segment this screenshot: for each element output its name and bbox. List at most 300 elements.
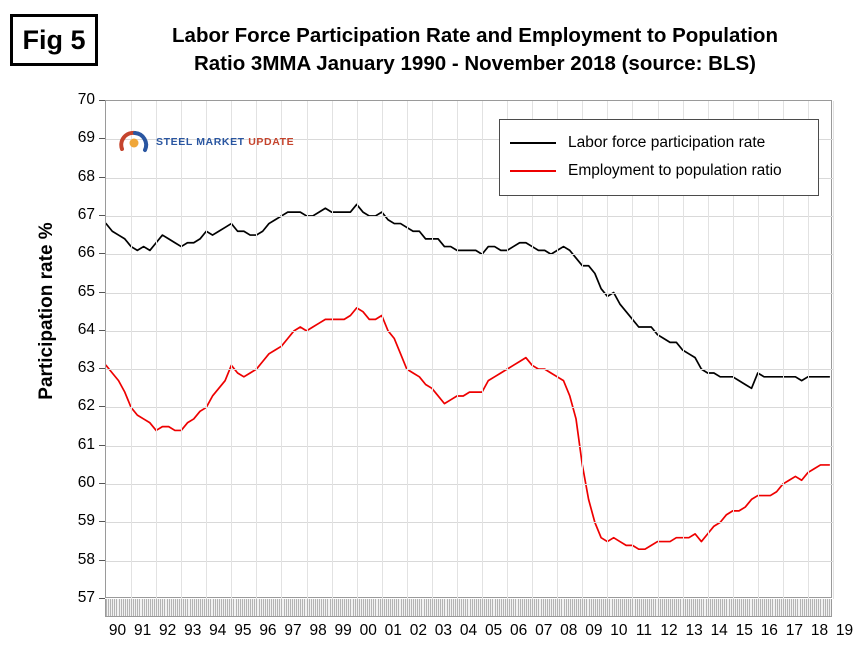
x-minor-tick	[612, 599, 613, 617]
x-minor-tick	[269, 599, 270, 617]
x-minor-tick	[829, 599, 830, 617]
gridline-vertical	[256, 101, 257, 599]
x-minor-tick	[148, 599, 149, 617]
gridline-vertical	[281, 101, 282, 599]
x-tick-label: 11	[635, 622, 653, 639]
x-minor-tick	[192, 599, 193, 617]
x-minor-tick	[338, 599, 339, 617]
x-minor-tick	[787, 599, 788, 617]
x-minor-tick	[486, 599, 487, 617]
x-minor-tick	[503, 599, 504, 617]
x-tick-label: 05	[484, 622, 503, 639]
x-minor-tick	[173, 599, 174, 617]
x-minor-tick	[603, 599, 604, 617]
x-minor-tick	[405, 599, 406, 617]
x-tick-label: 95	[234, 622, 252, 639]
gridline-vertical	[206, 101, 207, 599]
x-minor-tick	[678, 599, 679, 617]
x-minor-tick	[647, 599, 648, 617]
y-tick-mark	[99, 138, 105, 139]
x-minor-tick	[398, 599, 399, 617]
x-minor-tick	[812, 599, 813, 617]
chart-plot	[77, 91, 854, 639]
x-minor-tick	[818, 599, 819, 617]
x-minor-tick	[651, 599, 652, 617]
x-minor-tick	[808, 599, 809, 617]
x-minor-tick	[685, 599, 686, 617]
x-minor-tick	[162, 599, 163, 617]
y-tick-label: 58	[77, 550, 95, 568]
x-minor-tick	[541, 599, 542, 617]
x-minor-tick	[430, 599, 431, 617]
x-minor-tick	[522, 599, 523, 617]
x-minor-tick	[724, 599, 725, 617]
y-tick-mark	[99, 445, 105, 446]
x-minor-tick	[582, 599, 583, 617]
x-minor-tick	[200, 599, 201, 617]
x-minor-tick	[367, 599, 368, 617]
x-minor-tick	[595, 599, 596, 617]
x-minor-tick	[294, 599, 295, 617]
x-minor-tick	[626, 599, 627, 617]
legend-label-series-1: Labor force participation rate	[568, 134, 766, 151]
x-minor-tick	[797, 599, 798, 617]
chart-title	[110, 22, 840, 77]
x-minor-tick	[505, 599, 506, 617]
x-minor-tick	[179, 599, 180, 617]
x-minor-tick	[703, 599, 704, 617]
x-minor-tick	[261, 599, 262, 617]
x-minor-tick	[793, 599, 794, 617]
gridline-horizontal	[106, 293, 833, 294]
x-minor-tick	[432, 599, 433, 617]
x-minor-tick	[298, 599, 299, 617]
x-minor-tick	[355, 599, 356, 617]
y-tick-mark	[99, 560, 105, 561]
x-minor-tick	[213, 599, 214, 617]
y-tick-label: 60	[77, 474, 95, 492]
x-minor-tick	[108, 599, 109, 617]
x-minor-tick	[666, 599, 667, 617]
x-minor-tick	[265, 599, 266, 617]
gridline-horizontal	[106, 484, 833, 485]
x-minor-tick	[490, 599, 491, 617]
gridline-vertical	[131, 101, 132, 599]
x-minor-tick	[743, 599, 744, 617]
x-minor-tick	[547, 599, 548, 617]
x-minor-tick	[313, 599, 314, 617]
x-minor-tick	[292, 599, 293, 617]
x-minor-tick	[609, 599, 610, 617]
x-minor-tick	[311, 599, 312, 617]
x-minor-tick	[747, 599, 748, 617]
x-minor-tick	[250, 599, 251, 617]
x-minor-tick	[390, 599, 391, 617]
x-tick-label: 16	[760, 622, 778, 639]
x-minor-tick	[447, 599, 448, 617]
x-tick-label: 90	[108, 622, 127, 639]
x-minor-tick	[810, 599, 811, 617]
x-minor-tick	[620, 599, 621, 617]
x-minor-tick	[566, 599, 567, 617]
x-minor-tick	[384, 599, 385, 617]
y-tick-mark	[99, 330, 105, 331]
x-minor-tick	[472, 599, 473, 617]
x-minor-tick	[628, 599, 629, 617]
x-minor-tick	[632, 599, 633, 617]
steel-market-update-watermark	[118, 129, 294, 155]
x-minor-tick	[756, 599, 757, 617]
y-tick-label: 68	[77, 167, 95, 185]
gridline-vertical	[833, 101, 834, 599]
x-minor-tick	[194, 599, 195, 617]
x-tick-label: 93	[184, 622, 202, 639]
x-minor-tick	[706, 599, 707, 617]
x-minor-tick	[440, 599, 441, 617]
x-minor-tick	[764, 599, 765, 617]
x-minor-tick	[689, 599, 690, 617]
x-minor-tick	[528, 599, 529, 617]
x-minor-tick	[110, 599, 111, 617]
chart-title-line-1: Labor Force Participation Rate and Employment to Population	[172, 24, 778, 47]
smu-logo-icon	[118, 129, 152, 155]
x-minor-tick	[478, 599, 479, 617]
y-tick-mark	[99, 215, 105, 216]
x-minor-tick	[564, 599, 565, 617]
x-minor-tick	[369, 599, 370, 617]
x-minor-tick	[436, 599, 437, 617]
x-minor-tick	[639, 599, 640, 617]
x-minor-tick	[695, 599, 696, 617]
y-tick-mark	[99, 177, 105, 178]
y-axis-title: Participation rate %	[36, 222, 57, 400]
x-minor-tick	[737, 599, 738, 617]
x-tick-label: 13	[685, 622, 703, 639]
x-minor-tick	[576, 599, 577, 617]
x-minor-tick	[658, 599, 659, 617]
x-minor-tick	[758, 599, 759, 617]
x-minor-tick	[710, 599, 711, 617]
x-minor-tick	[465, 599, 466, 617]
x-minor-tick	[499, 599, 500, 617]
gridline-horizontal	[106, 331, 833, 332]
x-minor-tick	[463, 599, 464, 617]
x-minor-tick	[244, 599, 245, 617]
x-minor-tick	[428, 599, 429, 617]
x-minor-tick	[476, 599, 477, 617]
x-minor-tick	[530, 599, 531, 617]
x-minor-tick	[336, 599, 337, 617]
x-tick-label: 18	[810, 622, 829, 639]
x-minor-tick	[770, 599, 771, 617]
x-minor-tick	[699, 599, 700, 617]
x-minor-tick	[580, 599, 581, 617]
x-minor-tick	[171, 599, 172, 617]
x-minor-tick	[359, 599, 360, 617]
x-minor-tick	[561, 599, 562, 617]
x-minor-tick	[215, 599, 216, 617]
x-minor-tick	[586, 599, 587, 617]
x-tick-label: 07	[535, 622, 553, 639]
y-tick-label: 61	[77, 435, 95, 453]
x-minor-tick	[394, 599, 395, 617]
x-tick-label: 04	[459, 622, 478, 639]
x-minor-tick	[762, 599, 763, 617]
x-minor-tick	[781, 599, 782, 617]
x-tick-label: 91	[133, 622, 152, 639]
x-minor-tick	[348, 599, 349, 617]
x-minor-tick	[442, 599, 443, 617]
x-tick-label: 17	[785, 622, 804, 639]
x-minor-tick	[618, 599, 619, 617]
x-minor-tick	[549, 599, 550, 617]
gridline-vertical	[482, 101, 483, 599]
x-minor-tick	[578, 599, 579, 617]
x-tick-label: 99	[334, 622, 352, 639]
x-minor-tick	[804, 599, 805, 617]
x-minor-tick	[555, 599, 556, 617]
x-minor-tick	[451, 599, 452, 617]
x-minor-tick	[137, 599, 138, 617]
x-minor-tick	[827, 599, 828, 617]
x-minor-tick	[127, 599, 128, 617]
x-minor-tick	[749, 599, 750, 617]
x-minor-tick	[202, 599, 203, 617]
x-minor-tick	[791, 599, 792, 617]
x-minor-tick	[129, 599, 130, 617]
x-minor-tick	[520, 599, 521, 617]
y-tick-mark	[99, 521, 105, 522]
x-tick-label: 97	[284, 622, 302, 639]
x-minor-tick	[177, 599, 178, 617]
gridline-horizontal	[106, 254, 833, 255]
x-minor-tick	[144, 599, 145, 617]
x-minor-tick	[601, 599, 602, 617]
x-minor-tick	[536, 599, 537, 617]
x-minor-tick	[605, 599, 606, 617]
y-tick-mark	[99, 368, 105, 369]
x-minor-tick	[731, 599, 732, 617]
x-minor-tick	[701, 599, 702, 617]
x-minor-tick	[697, 599, 698, 617]
x-minor-tick	[777, 599, 778, 617]
x-minor-tick	[488, 599, 489, 617]
watermark-market: MARKET	[196, 136, 245, 148]
gridline-vertical	[231, 101, 232, 599]
x-minor-tick	[783, 599, 784, 617]
x-minor-tick	[534, 599, 535, 617]
x-minor-tick	[616, 599, 617, 617]
x-minor-tick	[670, 599, 671, 617]
x-minor-tick	[183, 599, 184, 617]
x-minor-tick	[816, 599, 817, 617]
x-tick-label: 01	[384, 622, 402, 639]
x-minor-tick	[223, 599, 224, 617]
x-minor-tick	[795, 599, 796, 617]
x-minor-tick	[227, 599, 228, 617]
x-minor-tick	[513, 599, 514, 617]
x-minor-tick	[164, 599, 165, 617]
x-minor-tick	[378, 599, 379, 617]
gridline-horizontal	[106, 522, 833, 523]
x-minor-tick	[739, 599, 740, 617]
x-minor-tick	[114, 599, 115, 617]
x-minor-tick	[599, 599, 600, 617]
y-tick-label: 59	[77, 512, 95, 530]
x-minor-tick	[411, 599, 412, 617]
x-minor-tick	[275, 599, 276, 617]
x-minor-tick	[444, 599, 445, 617]
x-minor-tick	[501, 599, 502, 617]
x-minor-tick	[591, 599, 592, 617]
x-minor-tick	[231, 599, 232, 617]
x-minor-tick	[438, 599, 439, 617]
x-minor-tick	[277, 599, 278, 617]
x-minor-tick	[584, 599, 585, 617]
x-minor-tick	[187, 599, 188, 617]
y-tick-mark	[99, 100, 105, 101]
x-minor-tick	[714, 599, 715, 617]
x-minor-tick	[382, 599, 383, 617]
watermark-steel: STEEL	[156, 136, 193, 148]
x-minor-tick	[252, 599, 253, 617]
gridline-vertical	[432, 101, 433, 599]
x-minor-tick	[630, 599, 631, 617]
x-axis-labels	[105, 622, 854, 650]
x-minor-tick	[225, 599, 226, 617]
legend-label-series-2: Employment to population ratio	[568, 162, 782, 179]
x-minor-tick	[672, 599, 673, 617]
x-minor-tick	[668, 599, 669, 617]
x-minor-tick	[421, 599, 422, 617]
x-minor-tick	[789, 599, 790, 617]
x-minor-tick	[279, 599, 280, 617]
x-minor-tick	[426, 599, 427, 617]
x-minor-tick	[342, 599, 343, 617]
x-minor-tick	[559, 599, 560, 617]
x-minor-tick	[167, 599, 168, 617]
x-minor-tick	[455, 599, 456, 617]
x-minor-tick	[409, 599, 410, 617]
x-axis-band	[105, 599, 832, 617]
x-minor-tick	[419, 599, 420, 617]
x-minor-tick	[557, 599, 558, 617]
x-minor-tick	[415, 599, 416, 617]
x-minor-tick	[680, 599, 681, 617]
chart-title-line-2: Ratio 3MMA January 1990 - November 2018 (source: BLS)	[193, 51, 757, 75]
x-minor-tick	[363, 599, 364, 617]
x-minor-tick	[290, 599, 291, 617]
gridline-horizontal	[106, 216, 833, 217]
legend-swatch-series-1	[510, 142, 556, 144]
x-minor-tick	[720, 599, 721, 617]
x-minor-tick	[267, 599, 268, 617]
x-minor-tick	[802, 599, 803, 617]
x-minor-tick	[146, 599, 147, 617]
x-minor-tick	[396, 599, 397, 617]
x-minor-tick	[302, 599, 303, 617]
x-minor-tick	[221, 599, 222, 617]
x-minor-tick	[691, 599, 692, 617]
x-minor-tick	[401, 599, 402, 617]
x-minor-tick	[330, 599, 331, 617]
x-minor-tick	[637, 599, 638, 617]
x-minor-tick	[607, 599, 608, 617]
x-minor-tick	[726, 599, 727, 617]
x-minor-tick	[196, 599, 197, 617]
x-minor-tick	[660, 599, 661, 617]
x-minor-tick	[693, 599, 694, 617]
y-tick-label: 57	[77, 589, 95, 606]
x-minor-tick	[133, 599, 134, 617]
x-minor-tick	[284, 599, 285, 617]
x-minor-tick	[461, 599, 462, 617]
y-tick-label: 65	[77, 282, 95, 300]
x-minor-tick	[622, 599, 623, 617]
x-minor-tick	[800, 599, 801, 617]
x-tick-label: 02	[409, 622, 427, 639]
x-minor-tick	[722, 599, 723, 617]
x-tick-label: 98	[309, 622, 327, 639]
x-minor-tick	[545, 599, 546, 617]
x-minor-tick	[204, 599, 205, 617]
x-minor-tick	[509, 599, 510, 617]
x-minor-tick	[474, 599, 475, 617]
y-tick-mark	[99, 598, 105, 599]
x-minor-tick	[662, 599, 663, 617]
x-minor-tick	[768, 599, 769, 617]
x-minor-tick	[365, 599, 366, 617]
x-minor-tick	[121, 599, 122, 617]
x-minor-tick	[434, 599, 435, 617]
watermark-text	[156, 136, 294, 148]
x-minor-tick	[453, 599, 454, 617]
x-minor-tick	[449, 599, 450, 617]
x-minor-tick	[219, 599, 220, 617]
legend-item-0	[510, 129, 808, 157]
x-minor-tick	[745, 599, 746, 617]
x-minor-tick	[655, 599, 656, 617]
y-tick-mark	[99, 292, 105, 293]
x-minor-tick	[570, 599, 571, 617]
x-minor-tick	[543, 599, 544, 617]
x-minor-tick	[240, 599, 241, 617]
x-minor-tick	[386, 599, 387, 617]
x-minor-tick	[683, 599, 684, 617]
x-minor-tick	[407, 599, 408, 617]
x-tick-label: 92	[159, 622, 177, 639]
x-minor-tick	[538, 599, 539, 617]
x-minor-tick	[482, 599, 483, 617]
x-minor-tick	[181, 599, 182, 617]
x-minor-tick	[154, 599, 155, 617]
x-minor-tick	[772, 599, 773, 617]
x-minor-tick	[206, 599, 207, 617]
x-minor-tick	[353, 599, 354, 617]
x-minor-tick	[760, 599, 761, 617]
x-tick-label: 09	[585, 622, 603, 639]
x-minor-tick	[373, 599, 374, 617]
x-minor-tick	[831, 599, 832, 617]
y-tick-label: 62	[77, 397, 95, 415]
x-minor-tick	[825, 599, 826, 617]
x-minor-tick	[246, 599, 247, 617]
x-minor-tick	[317, 599, 318, 617]
x-minor-tick	[392, 599, 393, 617]
x-minor-tick	[388, 599, 389, 617]
x-minor-tick	[712, 599, 713, 617]
x-minor-tick	[492, 599, 493, 617]
